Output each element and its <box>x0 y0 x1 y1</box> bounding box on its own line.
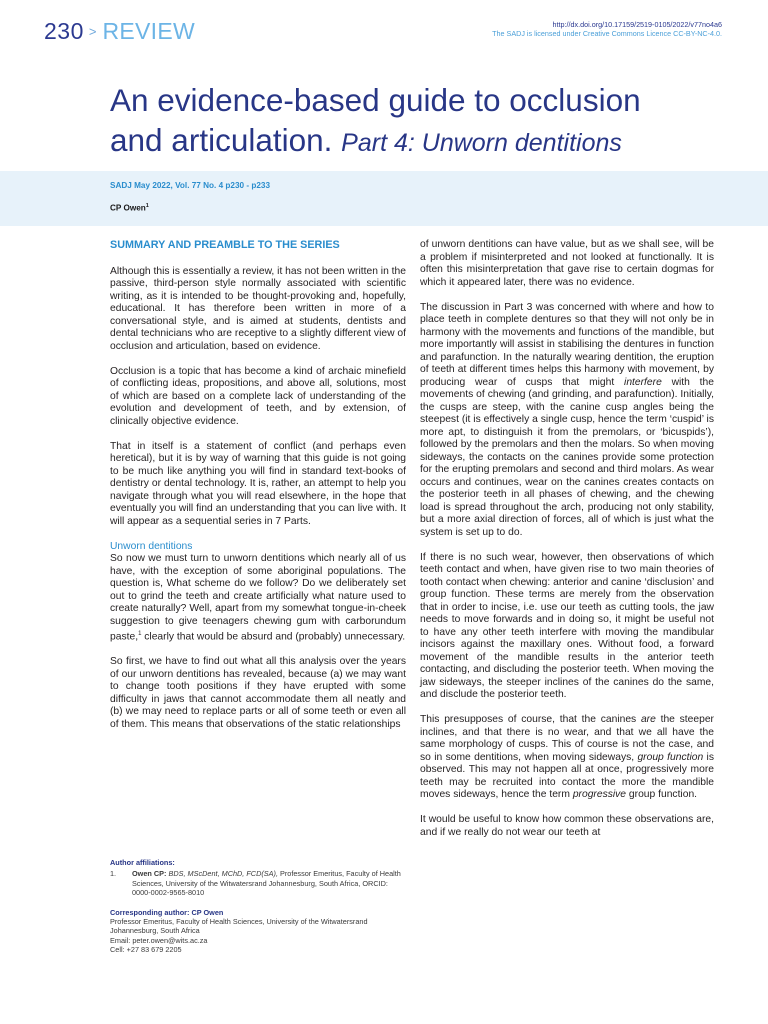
page-header <box>44 14 195 48</box>
paragraph-1: Although this is essentially a review, it has not been written in the passive, third-person style normally associated with scientific writing, as it is intended to be thought-provoking and, hopefully, educational. It has therefore been written in more of a conversational style, and is aimed at students, dentists and dental technicians who are receptive to a slightly different view of occlusion and articulation, based on evidence. <box>110 265 406 352</box>
paragraph-r3: If there is no such wear, however, then observations of which teeth contact and when, have given rise to two main theories of tooth contact when chewing: anterior and canine ‘disclusion’ and group function. These terms are merely from the observation that in order to incise, i.e. use our teeth as cutting tools, the jaw needs to move forwards and in doing so, it might be useful not to have any other teeth interfere with moving the mandibular incisors against the maxillary ones. Without food, a forward movement of the mandible results in the anterior teeth contacting, and discluding the posterior teeth. When moving the jaw sideways, the steeper inclines of the canines do the same, and disclude the posterior teeth. <box>420 551 714 700</box>
page-number: 230 <box>44 17 84 44</box>
paragraph-r2-b: with the movements of chewing (and grinding, and parafunction). Initially, the cusps are steep, with the canine cusp angles being the steepest (it is effectively a single cusp, hence the term ‘cuspid’ is more apt, to distinguish it from the premolars, or ‘bicuspids’), followed by the premolars and then the molars. So when moving sideways, the contacts on the canines provide some protection for the erupting premolars and second and third molars. As wear occurs and continues, wear on the canines creates contacts on the posterior teeth in all phases of chewing, and the chewing load is spread throughout the arch, producing not only stability, but a more axial direction of forces, all of which is just what the system is set up to do. <box>420 376 714 538</box>
affiliation-degrees: BDS, MScDent, MChD, FCD(SA), <box>168 869 278 879</box>
subheading-unworn: Unworn dentitions <box>110 540 193 552</box>
paragraph-r4-d: group function. <box>626 789 698 800</box>
affiliation-name: Owen CP: <box>132 869 167 879</box>
corresponding-details: Professor Emeritus, Faculty of Health Sciences, University of the Witwatersrand Johannesburg, South Africa <box>110 917 368 936</box>
paragraph-r4-em3: progressive <box>572 789 627 800</box>
cell-label: Cell: <box>110 945 127 955</box>
author-name: CP Owen <box>110 203 146 213</box>
affiliation-text <box>132 869 406 897</box>
affiliation-item <box>110 869 406 897</box>
title-part: Part 4: Unworn dentitions <box>341 129 622 157</box>
citation: SADJ May 2022, Vol. 77 No. 4 p230 - p233 <box>110 181 271 190</box>
doi-block <box>492 20 722 38</box>
title-line-2-text: and articulation. <box>110 122 333 158</box>
doi-link[interactable]: http://dx.doi.org/10.17159/2519-0105/2022/v77no4a6 <box>552 20 722 29</box>
paragraph-r2-em: interfere <box>624 376 662 388</box>
cell-line <box>110 945 406 954</box>
paragraph-r4-em1: are <box>640 714 656 725</box>
article-title <box>110 80 730 163</box>
license-note: The SADJ is licensed under Creative Commons Licence CC-BY-NC-4.0. <box>492 29 722 38</box>
affiliations-box <box>110 858 406 955</box>
paragraph-r2-a: The discussion in Part 3 was concerned with where and how to place teeth in complete dentures so that they will not only be in harmony with the movements and functions of the mandible, but more importantly will assist in stabilising the dentures in function and parafunction. In the naturally wearing dentition, the eruption of teeth at different times helps this harmony with movement, by producing wear of cusps that might <box>420 301 714 388</box>
citation-band <box>0 171 768 226</box>
paragraph-r1: of unworn dentitions can have value, but as we shall see, will be a problem if misinterpreted and not looked at functionally. It is often this misinterpretation that gave rise to certain dogmas for which it appeared later, there was no evidence. <box>420 239 714 288</box>
reference-sup: 1 <box>138 631 142 637</box>
email-line <box>110 936 406 945</box>
cell-number: +27 83 679 2205 <box>126 945 182 955</box>
email-label: Email: <box>110 935 133 945</box>
email-link[interactable]: peter.owen@wits.ac.za <box>132 935 208 945</box>
author-sup: 1 <box>145 203 149 209</box>
paragraph-r4-a: This presupposes of course, that the canines <box>420 714 641 725</box>
author-line <box>110 203 149 213</box>
chevron-right-icon: > <box>88 23 97 39</box>
paragraph-r4 <box>420 714 714 802</box>
section-heading: SUMMARY AND PREAMBLE TO THE SERIES <box>110 239 340 251</box>
paragraph-r4-c: is observed. This may not happen all at once, progressively more teeth may be recruited into contact the more the mandible moves sideways, hence the term <box>420 751 714 800</box>
paragraph-4 <box>110 553 406 644</box>
title-line-1: An evidence-based guide to occlusion <box>110 82 641 118</box>
paragraph-r4-b: the steeper inclines, and that there is no wear, and that we all have the same morphology of cusps. This of course is not the case, and so in some dentitions, when moving sideways, <box>420 714 714 763</box>
paragraph-2: Occlusion is a topic that has become a kind of archaic minefield of conflicting ideas, propositions, and above all, solutions, most of which are based on a complete lack of understanding of the evolution and development of teeth, and by extension, of clinically objective evidence. <box>110 365 406 427</box>
paragraph-4-a: So now we must turn to unworn dentitions which nearly all of us have, with the exception of some aboriginal populations. The question is, What scheme do we follow? Do we deliberately set out to grind the teeth and create artificially what nature used to create naturally? Well, apart from my somewhat tongue-in-cheek suggestion to give teenagers chewing gum with carborundum paste, <box>110 553 406 643</box>
paragraph-r2 <box>420 302 714 540</box>
paragraph-r4-em2: group function <box>637 751 704 763</box>
right-column <box>420 239 714 852</box>
paragraph-r5: It would be useful to know how common these observations are, and if we really do not wear our teeth at <box>420 814 714 838</box>
title-line-2 <box>110 120 730 163</box>
paragraph-5: So first, we have to find out what all this analysis over the years of our unworn dentitions has revealed, because (a) we may want to change tooth positions if they have erupted with some difficulty in jaws that cannot accommodate them all neatly and (b) we may need to replace parts or all of some teeth or even all of them. This means that observations of the static relationships <box>110 656 406 730</box>
affiliations-heading: Author affiliations: <box>110 858 175 867</box>
paragraph-4-b: clearly that would be absurd and (probably) unnecessary. <box>141 631 406 643</box>
section-label: REVIEW <box>102 17 195 44</box>
left-column <box>110 239 406 744</box>
corresponding-heading: Corresponding author: CP Owen <box>110 907 224 917</box>
paragraph-3: That in itself is a statement of conflict (and perhaps even heretical), but it is by way of warning that this guide is not going to be much like anything you will find in standard text-books of dentistry or dental technology. It is, rather, an attempt to help you navigate through what you will read elsewhere, in the hope that eventually you will find an understanding that you can live with. It will appear as a sequential series in 7 Parts. <box>110 440 406 527</box>
affiliation-number: 1. <box>110 869 117 879</box>
affiliation-details: Professor Emeritus, Faculty of Health Sciences, University of the Witwatersrand Johannesburg, South Africa, ORCID: 0000-0002-9565-8010 <box>132 869 401 898</box>
